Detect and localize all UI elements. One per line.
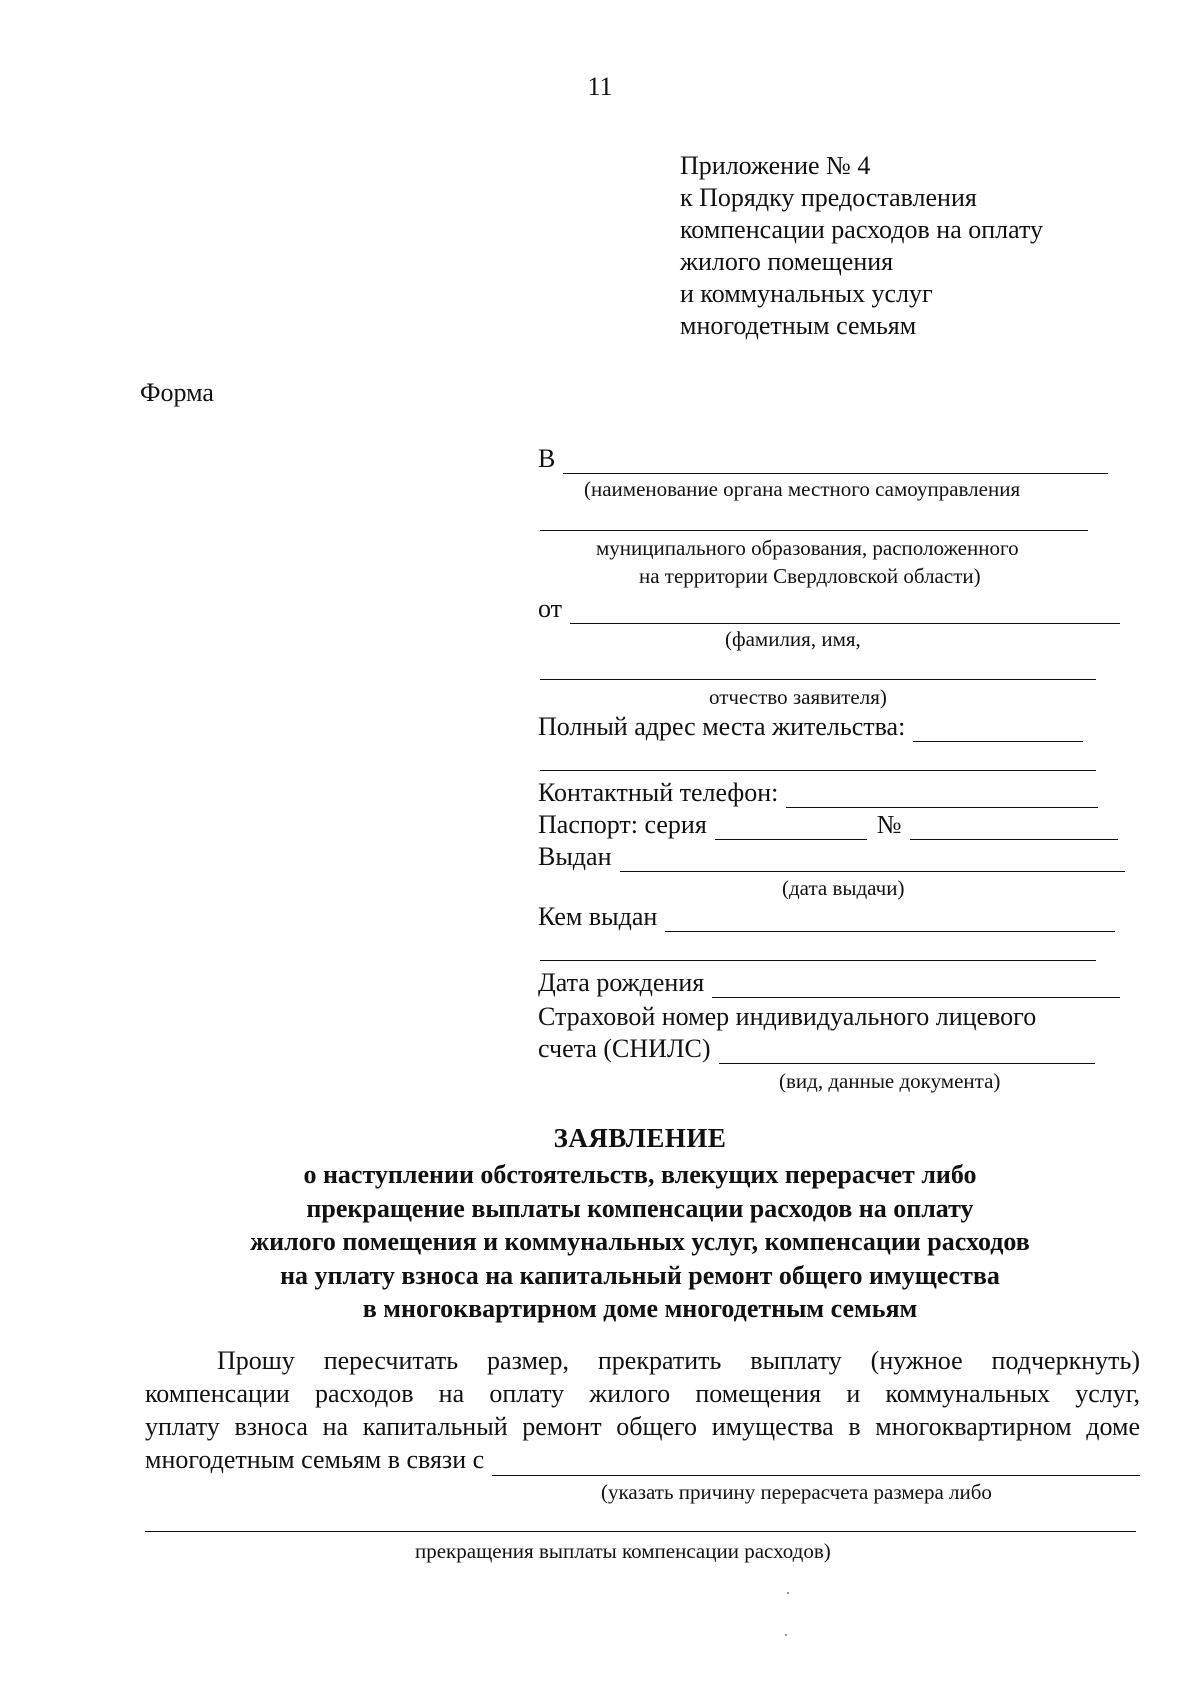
reason-blank[interactable] (492, 1449, 1140, 1476)
birth-label: Дата рождения (538, 968, 705, 997)
snils-field (538, 1034, 1095, 1064)
appendix-line: к Порядку предоставления (680, 183, 977, 212)
reason-caption-2: прекращения выплаты компенсации расходов) (415, 1539, 831, 1563)
to-blank[interactable] (563, 447, 1108, 474)
issued-field (538, 842, 1125, 872)
to-blank-2[interactable] (540, 530, 1088, 531)
body-line: компенсации расходов на оплату жилого помещения и коммунальных услуг, (145, 1379, 1140, 1408)
issued-by-blank[interactable] (665, 905, 1115, 932)
issued-date-blank[interactable] (620, 845, 1125, 872)
subtitle-line: о наступлении обстоятельств, влекущих перерасчет либо (303, 1160, 977, 1189)
body-line: Прошу пересчитать размер, прекратить выплату (нужное подчеркнуть) (217, 1346, 1140, 1375)
from-field (538, 594, 1120, 624)
issued-caption: (дата выдачи) (782, 876, 905, 900)
subtitle-line: прекращение выплаты компенсации расходов на оплату (306, 1193, 974, 1223)
address-field (538, 712, 1083, 742)
to-label: В (538, 444, 556, 473)
subtitle-line: на уплату взноса на капитальный ремонт общего имущества (280, 1260, 1000, 1290)
passport-field (538, 810, 1118, 840)
reason-caption-1: (указать причину перерасчета размера либо (601, 1480, 992, 1504)
to-caption-3: на территории Свердловской области) (639, 564, 981, 588)
from-caption-2: отчество заявителя) (709, 685, 887, 709)
passport-label: Паспорт: серия (538, 810, 707, 839)
snils-caption: (вид, данные документа) (779, 1069, 1001, 1093)
page-number: 11 (587, 72, 613, 101)
body-line: уплату взноса на капитальный ремонт общего имущества в многоквартирном доме (145, 1412, 1140, 1441)
phone-blank[interactable] (786, 781, 1098, 808)
statement-subtitle (0, 1158, 1200, 1326)
passport-number-label: № (876, 810, 902, 839)
phone-field (538, 778, 1098, 808)
passport-series-blank[interactable] (715, 813, 867, 840)
from-label: от (538, 594, 563, 623)
issued-by-label: Кем выдан (538, 902, 658, 931)
subtitle-line: в многоквартирном доме многодетным семьям (362, 1294, 918, 1323)
snils-label-line-1 (538, 1002, 1036, 1032)
from-blank-2[interactable] (540, 679, 1096, 680)
to-caption-2: муниципального образования, расположенного (596, 536, 1019, 560)
subtitle-line: жилого помещения и коммунальных услуг, компенсации расходов (250, 1227, 1030, 1256)
statement-body (145, 1344, 1140, 1476)
appendix-line: многодетным семьям (680, 311, 917, 340)
issued-label: Выдан (538, 842, 612, 871)
address-label: Полный адрес места жительства: (538, 712, 906, 741)
address-blank[interactable] (913, 715, 1083, 742)
phone-label: Контактный телефон: (538, 778, 779, 807)
issued-by-field (538, 902, 1115, 932)
scan-speck (787, 1592, 789, 1594)
appendix-line: и коммунальных услуг (680, 279, 933, 308)
from-blank[interactable] (570, 597, 1120, 624)
appendix-block (680, 150, 1043, 342)
form-label: Форма (140, 378, 214, 407)
snils-label-2: счета (СНИЛС) (538, 1034, 711, 1063)
birth-field (538, 968, 1120, 998)
body-line-4: многодетным семьям в связи с (145, 1445, 485, 1474)
appendix-line: жилого помещения (680, 247, 894, 276)
statement-title: ЗАЯВЛЕНИЕ (553, 1123, 727, 1153)
appendix-line: Приложение № 4 (680, 151, 871, 180)
scan-speck (785, 1634, 787, 1636)
to-field (538, 444, 1108, 474)
snils-blank[interactable] (719, 1037, 1095, 1064)
appendix-line: компенсации расходов на оплату (680, 215, 1044, 244)
passport-number-blank[interactable] (910, 813, 1118, 840)
address-blank-2[interactable] (540, 770, 1096, 771)
from-caption-1: (фамилия, имя, (725, 627, 861, 651)
birth-blank[interactable] (712, 971, 1120, 998)
body-line-reason (145, 1443, 1140, 1476)
reason-blank-2[interactable] (145, 1531, 1136, 1532)
issued-by-blank-2[interactable] (540, 960, 1096, 961)
to-caption-1: (наименование органа местного самоуправления (584, 477, 1021, 501)
snils-label-1: Страховой номер индивидуального лицевого (538, 1002, 1037, 1031)
